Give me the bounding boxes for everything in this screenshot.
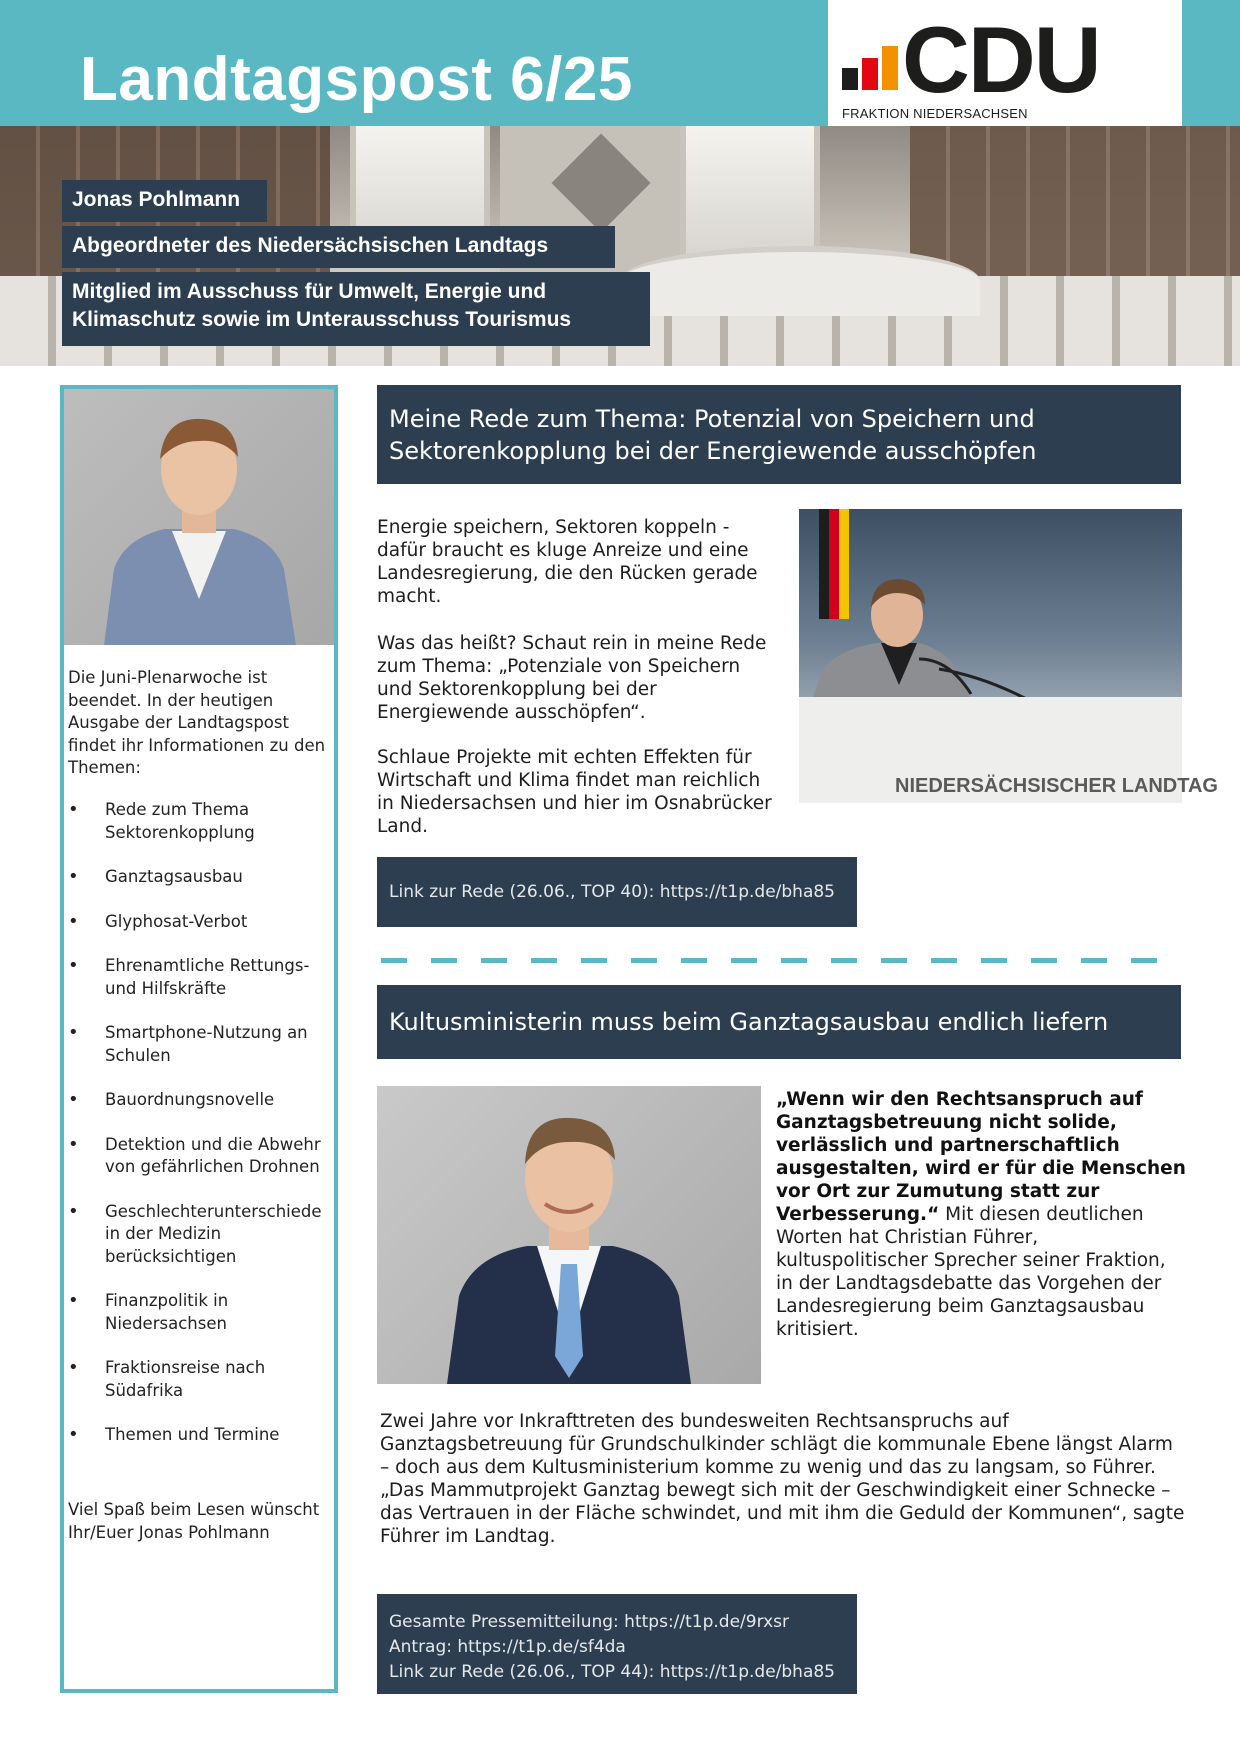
topic-item: • Bauordnungsnovelle: [68, 1089, 330, 1112]
press-release-link[interactable]: Gesamte Pressemitteilung: https://t1p.de/9rxsr: [389, 1612, 790, 1632]
topic-item: • Fraktionsreise nach Südafrika: [68, 1357, 330, 1402]
cdu-logo-mark: [842, 7, 1172, 112]
masthead-title: Landtagspost 6/25: [80, 45, 633, 114]
outro-greeting: Viel Spaß beim Lesen wünscht: [68, 1500, 320, 1519]
topic-item: • Ganztagsausbau: [68, 866, 330, 889]
article2-quote-block: [776, 1088, 1186, 1341]
article1-paragraph-2: Was das heißt? Schaut rein in meine Rede zum Thema: „Potenziale von Speichern und Sektorenkopplung bei der Energiewende ausschöpfen“.: [377, 633, 767, 723]
article1-paragraph-3: Schlaue Projekte mit echten Effekten für Wirtschaft und Klima findet man reichlich in Niedersachsen und hier im Osnabrücker Land.: [377, 747, 772, 837]
outro-signature: Ihr/Euer Jonas Pohlmann: [68, 1522, 270, 1542]
article1-speech-link[interactable]: Link zur Rede (26.06., TOP 40): https://t1p.de/bha85: [389, 881, 836, 902]
cdu-logo-wordmark: CDU: [902, 7, 1100, 112]
logo-subtitle: FRAKTION NIEDERSACHSEN: [842, 106, 1028, 121]
sidebar-outro: [68, 1499, 326, 1544]
motion-link[interactable]: Antrag: https://t1p.de/sf4da: [389, 1637, 626, 1657]
sidebar-intro: Die Juni-Plenarwoche ist beendet. In der heutigen Ausgabe der Landtagspost findet ihr Informationen zu den Themen:: [68, 668, 326, 777]
article2-link-box: [377, 1594, 857, 1694]
article1-paragraph-1: Energie speichern, Sektoren koppeln - dafür braucht es kluge Anreize und eine Landesregierung, die den Rücken gerade macht.: [377, 517, 758, 607]
speech-photo: [799, 509, 1218, 803]
author-role: Abgeordneter des Niedersächsischen Landtags: [62, 226, 615, 268]
article2-quote-followup: Mit diesen deutlichen Worten hat Christian Führer, kultuspolitischer Sprecher seiner Fraktion, in der Landtagsdebatte das Vorgehen der Landesregierung beim Ganztagsausbau kritisiert.: [776, 1204, 1166, 1340]
topic-list: [68, 799, 330, 1469]
committee-line-1: Mitglied im Ausschuss für Umwelt, Energie und: [72, 280, 547, 303]
article2-speech-link[interactable]: Link zur Rede (26.06., TOP 44): https://t1p.de/bha85: [389, 1662, 836, 1682]
topic-item: • Smartphone-Nutzung an Schulen: [68, 1022, 330, 1067]
topic-item: • Ehrenamtliche Rettungs- und Hilfskräfte: [68, 955, 330, 1000]
article2-body: Zwei Jahre vor Inkrafttreten des bundesweiten Rechtsanspruchs auf Ganztagsbetreuung für Grundschulkinder schlägt die kommunale Ebene längst Alarm – doch aus dem Kultusministerium komme zu wenig und das zu langsam, so Führer. „Das Mammutprojekt Ganztag bewegt sich mit der Geschwindigkeit einer Schnecke – das Vertrauen in der Fläche schwindet, und mit ihm die Geduld der Kommunen“, sagte Führer im Landtag.: [380, 1411, 1185, 1547]
author-committee: [62, 272, 650, 346]
section-divider: [381, 958, 1181, 963]
sidebar: [60, 385, 338, 1693]
topic-item: • Finanzpolitik in Niedersachsen: [68, 1290, 330, 1335]
header-bar: [0, 0, 1240, 126]
article1-link-box[interactable]: [377, 857, 857, 927]
topic-item: • Glyphosat-Verbot: [68, 911, 330, 934]
author-portrait: [64, 389, 334, 645]
author-name: Jonas Pohlmann: [62, 180, 267, 222]
topic-item: • Rede zum Thema Sektorenkopplung: [68, 799, 330, 844]
fuehner-portrait: [377, 1086, 761, 1384]
speech-photo-label: NIEDERSÄCHSISCHER LANDTAG: [895, 775, 1218, 797]
committee-line-2: Klimaschutz sowie im Unterausschuss Tourismus: [72, 308, 572, 331]
article1-heading: Meine Rede zum Thema: Potenzial von Speichern und Sektorenkopplung bei der Energiewende ausschöpfen: [377, 385, 1181, 484]
topic-item: • Detektion und die Abwehr von gefährlichen Drohnen: [68, 1134, 330, 1179]
article2-quote: „Wenn wir den Rechtsanspruch auf Ganztagsbetreuung nicht solide, verlässlich und partnerschaftlich ausgestalten, wird er für die Menschen vor Ort zur Zumutung statt zur Verbesserung.“: [776, 1089, 1186, 1225]
topic-item: • Themen und Termine: [68, 1424, 330, 1447]
cdu-logo: [828, 0, 1182, 126]
topic-item: • Geschlechterunterschiede in der Medizin berücksichtigen: [68, 1201, 330, 1269]
article2-heading: Kultusministerin muss beim Ganztagsausbau endlich liefern: [377, 985, 1181, 1059]
